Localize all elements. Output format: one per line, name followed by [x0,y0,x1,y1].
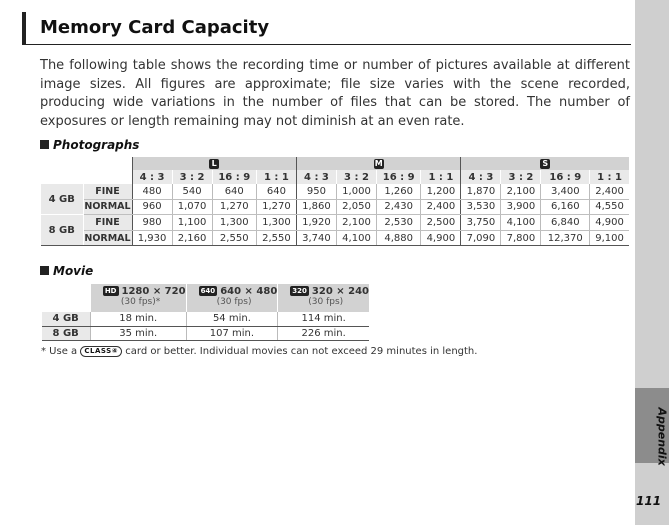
intro-paragraph: The following table shows the recording time or number of pictures available at different image sizes. All figures are approximate; file size varies with the scene recorded, producing wide variations in the number of files that can be stored. The number of exposures or length remaining may not diminish at an even rate. [40,58,630,129]
value-cell: 2,400 [590,184,629,199]
ratio-header: 1 : 1 [590,170,629,184]
ratio-header: 3 : 2 [501,170,541,184]
value-cell: 1,920 [296,215,336,231]
value-cell: 7,090 [461,230,501,246]
value-cell: 4,880 [377,230,421,246]
movie-heading [40,264,93,278]
value-cell: 480 [132,184,172,199]
size-m-icon: M [374,159,383,168]
table-row [41,230,629,246]
value-cell: 4,900 [590,215,629,231]
size-l-icon: L [209,159,219,169]
value-cell: 640 [212,184,256,199]
value-cell: 3,900 [501,199,541,215]
value-cell: 960 [132,199,172,215]
value-cell: 3,400 [541,184,590,199]
movie-row-4gb: 4 GB 18 min. 54 min. 114 min. [42,312,370,326]
value-cell: 6,160 [541,199,590,215]
value-cell: 2,160 [172,230,212,246]
ratio-header-row [41,170,629,184]
side-tab [635,0,669,525]
value-cell: 1,930 [132,230,172,246]
photographs-heading [40,138,139,152]
ratio-header: 1 : 1 [256,170,296,184]
value-cell: 1,870 [461,184,501,199]
photographs-table [41,157,629,246]
movie-table [41,284,369,341]
640-icon: 640 [200,287,216,295]
value-cell: 3,740 [296,230,336,246]
value-cell: 2,430 [377,199,421,215]
footnote: * Use a CLASS④ card or better. Individual movies can not exceed 29 minutes in length. [41,346,478,357]
value-cell: 6,840 [541,215,590,231]
value-cell: 1,300 [256,215,296,231]
value-cell: 1,860 [296,199,336,215]
value-cell: 1,260 [377,184,421,199]
table-row [41,199,629,215]
page-number: 111 [636,494,662,508]
value-cell: 1,070 [172,199,212,215]
value-cell: 7,800 [501,230,541,246]
value-cell: 1,270 [256,199,296,215]
value-cell: 4,100 [501,215,541,231]
square-bullet-icon [40,266,49,275]
ratio-header: 4 : 3 [296,170,336,184]
value-cell: 3,530 [461,199,501,215]
value-cell: 540 [172,184,212,199]
size-header-l [132,157,296,170]
square-bullet-icon [40,140,49,149]
value-cell: 2,100 [501,184,541,199]
movie-header-row [42,284,370,312]
size-header-s [461,157,629,170]
movie-row-8gb: 8 GB 35 min. 107 min. 226 min. [42,326,370,341]
capacity-cell: 4 GB [41,184,83,215]
value-cell: 12,370 [541,230,590,246]
value-cell: 2,100 [336,215,376,231]
quality-cell: NORMAL [83,199,132,215]
size-header-row [41,157,629,170]
title-bar [22,12,631,45]
ratio-header: 4 : 3 [132,170,172,184]
ratio-header: 16 : 9 [541,170,590,184]
hd-icon: HD [104,287,117,295]
size-header-m [296,157,460,170]
quality-cell: FINE [83,184,132,199]
value-cell: 640 [256,184,296,199]
ratio-header: 4 : 3 [461,170,501,184]
table-row [41,184,629,199]
movie-col-640: 640 640 × 480 (30 fps) [186,284,278,312]
capacity-cell: 8 GB [41,215,83,246]
quality-cell: NORMAL [83,230,132,246]
value-cell: 1,000 [336,184,376,199]
ratio-header: 16 : 9 [212,170,256,184]
value-cell: 3,750 [461,215,501,231]
320-icon: 320 [292,287,307,295]
value-cell: 1,300 [212,215,256,231]
page-title: Memory Card Capacity [40,17,270,38]
ratio-header: 16 : 9 [377,170,421,184]
value-cell: 4,900 [421,230,461,246]
movie-heading-text: Movie [53,264,94,278]
value-cell: 2,050 [336,199,376,215]
photographs-heading-text: Photographs [53,138,140,152]
value-cell: 4,100 [336,230,376,246]
quality-cell: FINE [83,215,132,231]
ratio-header: 1 : 1 [421,170,461,184]
ratio-header: 3 : 2 [336,170,376,184]
value-cell: 980 [132,215,172,231]
value-cell: 2,500 [421,215,461,231]
value-cell: 2,530 [377,215,421,231]
class4-logo-icon: CLASS④ [80,346,122,357]
side-tab-label: Appendix [655,407,669,466]
movie-col-hd: HD 1280 × 720 (30 fps)* [90,284,186,312]
value-cell: 1,270 [212,199,256,215]
value-cell: 950 [296,184,336,199]
value-cell: 2,550 [212,230,256,246]
value-cell: 2,400 [421,199,461,215]
movie-col-320: 320 320 × 240 (30 fps) [278,284,369,312]
size-s-icon: S [540,159,550,169]
ratio-header: 3 : 2 [172,170,212,184]
value-cell: 9,100 [590,230,629,246]
value-cell: 4,550 [590,199,629,215]
value-cell: 1,100 [172,215,212,231]
value-cell: 1,200 [421,184,461,199]
table-row [41,215,629,231]
value-cell: 2,550 [256,230,296,246]
